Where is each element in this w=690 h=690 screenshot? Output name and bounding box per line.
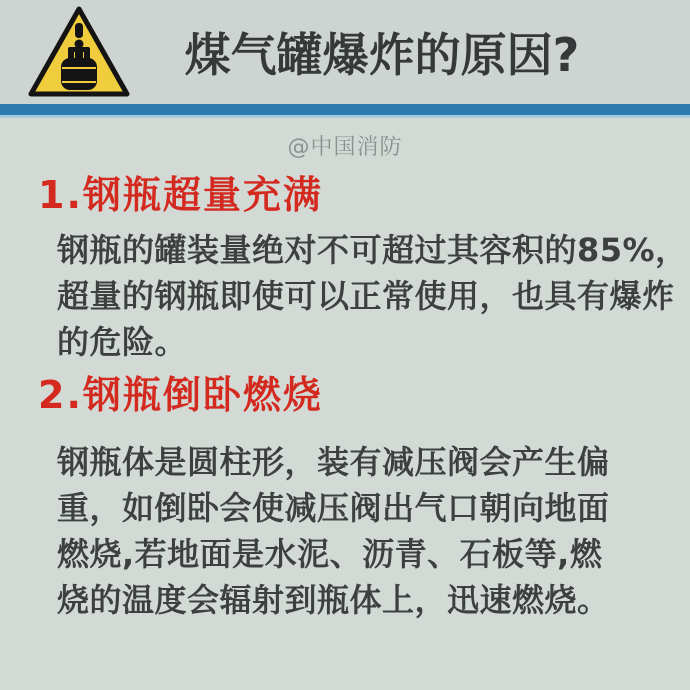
section-2-body	[38, 439, 660, 623]
header-divider-bar	[0, 104, 690, 118]
section-1-body	[38, 227, 688, 365]
section-1-body-line-3: 的危险。	[57, 323, 188, 361]
section-1-body-line-1: 钢瓶的罐装量绝对不可超过其容积的85%，	[57, 231, 688, 269]
section-2-body-line-2: 重，如倒卧会使减压阀出气口朝向地面	[57, 489, 610, 527]
section-2-heading: 2.钢瓶倒卧燃烧	[38, 373, 323, 417]
page-title: 煤气罐爆炸的原因?	[184, 28, 580, 82]
section-1-heading: 1.钢瓶超量充满	[38, 173, 323, 217]
section-2-body-line-1: 钢瓶体是圆柱形，装有减压阀会产生偏	[57, 443, 610, 481]
header	[0, 0, 690, 104]
section-2-body-line-4: 烧的温度会辐射到瓶体上，迅速燃烧。	[57, 581, 610, 619]
content-area	[0, 173, 690, 623]
watermark-credit: @中国消防	[287, 135, 403, 160]
warning-triangle-gas-cylinder-svg	[27, 6, 131, 98]
section-2-body-line-3: 燃烧,若地面是水泥、沥青、石板等,燃	[57, 535, 603, 573]
section-1-body-line-2: 超量的钢瓶即使可以正常使用，也具有爆炸	[57, 277, 675, 315]
warning-triangle-gas-cylinder-icon	[24, 6, 134, 98]
